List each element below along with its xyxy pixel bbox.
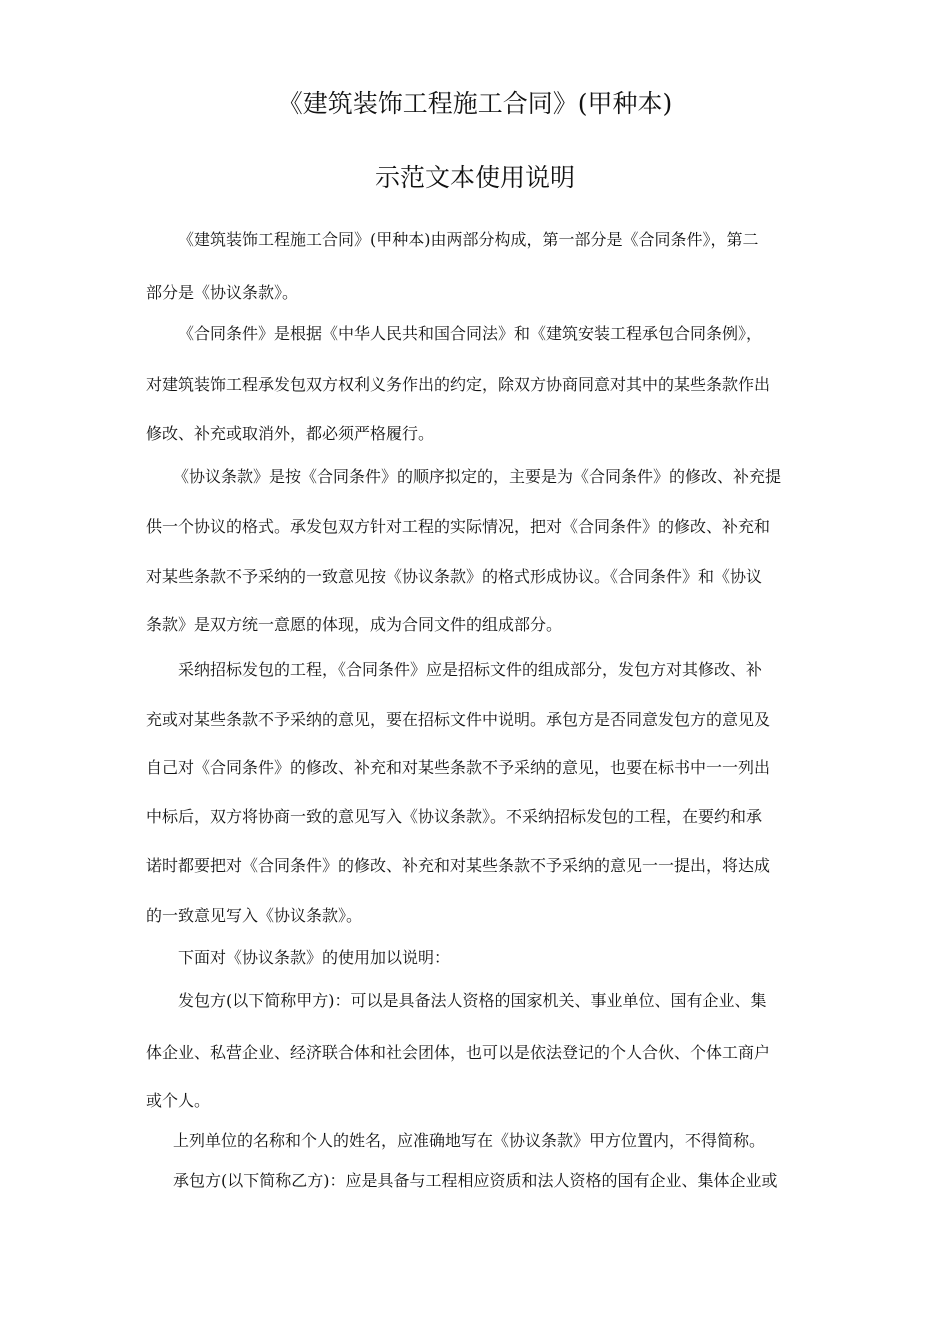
body-line-14: 诺时都要把对《合同条件》的修改、补充和对某些条款不予采纳的意见一一提出，将达成 bbox=[146, 856, 771, 875]
body-line-1: 《建筑装饰工程施工合同》(甲种本)由两部分构成，第一部分是《合同条件》，第二 bbox=[178, 230, 759, 249]
body-line-20: 上列单位的名称和个人的姓名，应准确地写在《协议条款》甲方位置内，不得简称。 bbox=[173, 1131, 766, 1150]
body-line-16: 下面对《协议条款》的使用加以说明： bbox=[178, 948, 451, 967]
body-line-17: 发包方(以下简称甲方)：可以是具备法人资格的国家机关、事业单位、国有企业、集 bbox=[178, 991, 767, 1010]
body-line-4: 对建筑装饰工程承发包双方权利义务作出的约定，除双方协商同意对其中的某些条款作出 bbox=[146, 375, 771, 394]
body-line-7: 供一个协议的格式。承发包双方针对工程的实际情况，把对《合同条件》的修改、补充和 bbox=[146, 517, 771, 536]
document-subtitle: 示范文本使用说明 bbox=[374, 163, 575, 192]
body-line-2: 部分是《协议条款》。 bbox=[146, 283, 299, 302]
body-line-12: 自己对《合同条件》的修改、补充和对某些条款不予采纳的意见，也要在标书中一一列出 bbox=[146, 758, 771, 777]
body-line-8: 对某些条款不予采纳的一致意见按《协议条款》的格式形成协议。《合同条件》和《协议 bbox=[146, 567, 763, 586]
body-line-11: 充或对某些条款不予采纳的意见，要在招标文件中说明。承包方是否同意发包方的意见及 bbox=[146, 710, 771, 729]
body-line-9: 条款》是双方统一意愿的体现，成为合同文件的组成部分。 bbox=[146, 615, 563, 634]
body-line-18: 体企业、私营企业、经济联合体和社会团体，也可以是依法登记的个人合伙、个体工商户 bbox=[146, 1043, 771, 1062]
body-line-5: 修改、补充或取消外，都必须严格履行。 bbox=[146, 424, 435, 443]
body-line-19: 或个人。 bbox=[146, 1091, 211, 1110]
body-line-15: 的一致意见写入《协议条款》。 bbox=[146, 906, 363, 925]
body-line-13: 中标后，双方将协商一致的意见写入《协议条款》。不采纳招标发包的工程，在要约和承 bbox=[146, 807, 763, 826]
document-title: 《建筑装饰工程施工合同》(甲种本) bbox=[277, 89, 673, 118]
body-line-6: 《协议条款》是按《合同条件》的顺序拟定的，主要是为《合同条件》的修改、补充提 bbox=[173, 467, 782, 486]
body-line-10: 采纳招标发包的工程，《合同条件》应是招标文件的组成部分，发包方对其修改、补 bbox=[178, 660, 763, 679]
body-line-21: 承包方(以下简称乙方)：应是具备与工程相应资质和法人资格的国有企业、集体企业或 bbox=[173, 1171, 778, 1190]
body-line-3: 《合同条件》是根据《中华人民共和国合同法》和《建筑安装工程承包合同条例》， bbox=[178, 324, 763, 343]
